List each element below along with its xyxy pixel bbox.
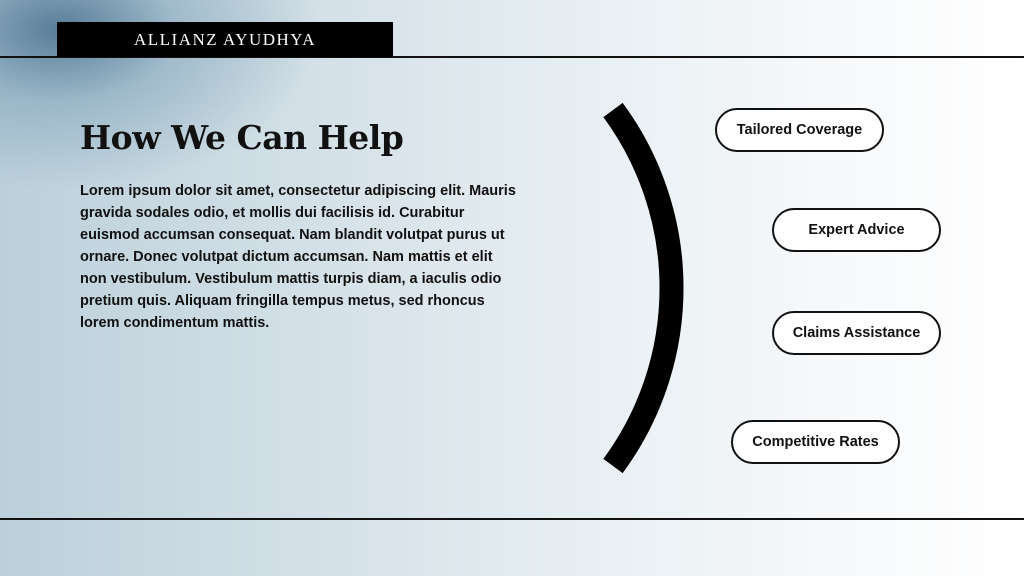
arc-stroke (613, 110, 672, 466)
service-pill-expert-advice[interactable] (772, 208, 941, 252)
service-label: Tailored Coverage (736, 122, 863, 138)
service-pill-competitive-rates[interactable] (731, 420, 900, 464)
service-pill-claims-assistance[interactable] (772, 311, 941, 355)
page-title: How We Can Help (80, 118, 404, 157)
service-label: Competitive Rates (752, 434, 879, 450)
service-label: Claims Assistance (792, 325, 921, 341)
service-pill-tailored-coverage[interactable] (715, 108, 884, 152)
service-label: Expert Advice (808, 222, 905, 238)
body-paragraph: Lorem ipsum dolor sit amet, consectetur adipiscing elit. Mauris gravida sodales odio, et mollis dui facilisis id. Curabitur euismod accumsan consequat. Nam blandit volutpat purus ut ornare. Donec volutpat dictum accumsan. Nam mattis et elit non vestibulum. Vestibulum mattis turpis diam, a iaculis odio pretium quis. Aliquam fringilla tempus metus, sed rhoncus lorem condimentum mattis. (80, 183, 516, 331)
brand-name: ALLIANZ AYUDHYA (134, 29, 316, 49)
